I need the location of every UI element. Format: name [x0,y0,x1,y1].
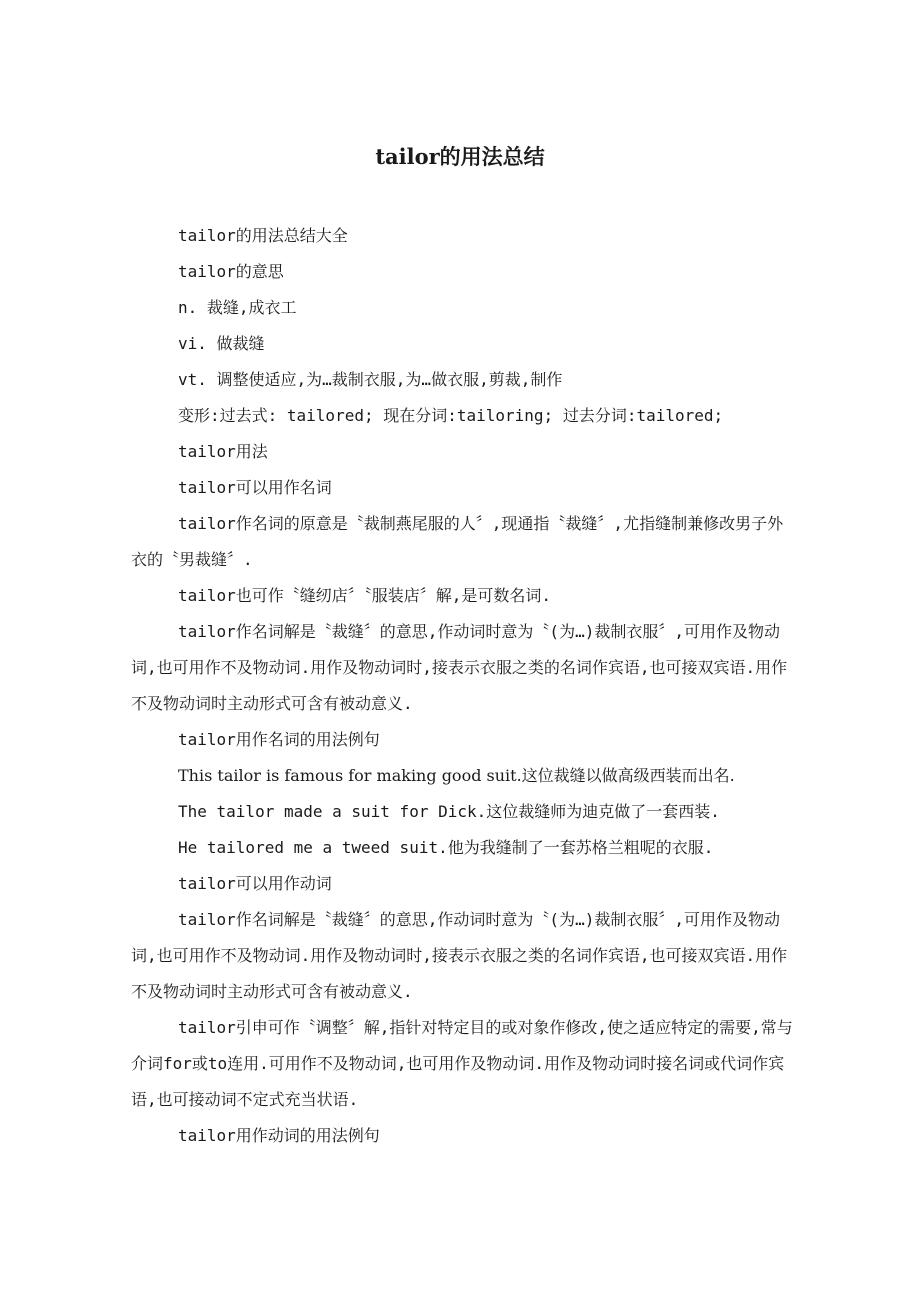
paragraph: tailor的用法总结大全 [178,226,348,245]
paragraph: tailor作名词解是〝裁缝〞的意思,作动词时意为〝(为…)裁制衣服〞,可用作及物动词,也可用作不及物动词.用作及物动词时,接表示衣服之类的名词作宾语,也可接双宾语.用作不及物动词时主动形式可含有被动意义. [131,910,788,1001]
paragraph: tailor用作动词的用法例句 [178,1126,380,1145]
paragraph: vt. 调整使适应,为…裁制衣服,为…做衣服,剪裁,制作 [178,370,563,389]
paragraph: n. 裁缝,成衣工 [178,298,297,317]
paragraph: 变形:过去式: tailored; 现在分词:tailoring; 过去分词:tailored; [178,406,724,425]
document-body [131,218,797,1154]
paragraph: tailor的意思 [178,262,284,281]
paragraph: tailor作名词的原意是〝裁制燕尾服的人〞,现通指〝裁缝〞,尤指缝制兼修改男子外衣的〝男裁缝〞. [131,514,784,569]
example-sentence: This tailor is famous for making good suit.这位裁缝以做高级西装而出名. [178,766,735,785]
paragraph: tailor引申可作〝调整〞解,指针对特定目的或对象作修改,使之适应特定的需要,常与介词for或to连用.可用作不及物动词,也可用作及物动词.用作及物动词时接名词或代词作宾语,也可接动词不定式充当状语. [131,1018,793,1109]
paragraph: tailor也可作〝缝纫店〞〝服装店〞解,是可数名词. [178,586,552,605]
paragraph: tailor可以用作动词 [178,874,332,893]
paragraph: tailor作名词解是〝裁缝〞的意思,作动词时意为〝(为…)裁制衣服〞,可用作及物动词,也可用作不及物动词.用作及物动词时,接表示衣服之类的名词作宾语,也可接双宾语.用作不及物动词时主动形式可含有被动意义. [131,622,788,713]
paragraph: tailor用作名词的用法例句 [178,730,380,749]
example-sentence: He tailored me a tweed suit.他为我缝制了一套苏格兰粗呢的衣服. [178,838,714,857]
paragraph: tailor可以用作名词 [178,478,332,497]
example-sentence: The tailor made a suit for Dick.这位裁缝师为迪克做了一套西装. [178,802,720,821]
page-title: tailor的用法总结 [375,144,545,169]
paragraph: tailor用法 [178,442,268,461]
paragraph: vi. 做裁缝 [178,334,265,353]
